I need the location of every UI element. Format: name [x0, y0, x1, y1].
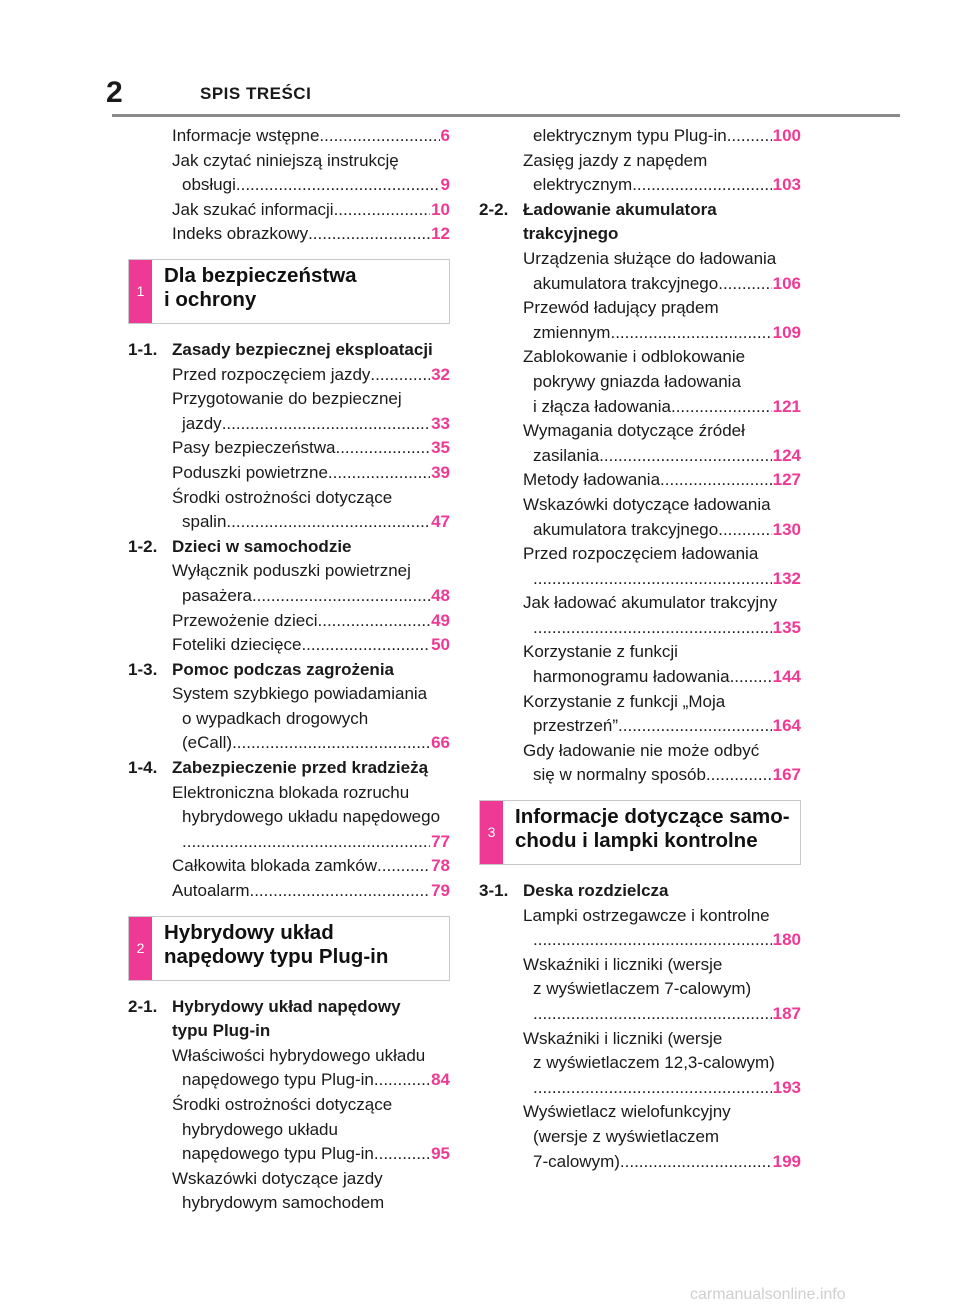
leader-dots [599, 444, 771, 469]
toc-entry[interactable] [523, 345, 801, 419]
leader-dots [308, 222, 430, 247]
toc-entry-line [172, 387, 450, 412]
toc-entry-line [172, 486, 450, 511]
toc-entry-line [523, 904, 801, 929]
toc-entry-line [523, 640, 801, 665]
toc-entry-line [172, 124, 450, 149]
leader-dots [533, 616, 772, 641]
page-ref[interactable]: 132 [772, 568, 801, 588]
toc-entry-line [523, 518, 801, 543]
toc-entry-line [172, 222, 450, 247]
toc-entry-line [172, 436, 450, 461]
leader-dots [249, 879, 430, 904]
toc-entry[interactable] [523, 1027, 801, 1101]
chapter-title-line: napędowy typu Plug-in [164, 944, 389, 968]
toc-entry-text: spalin [182, 512, 227, 532]
toc-entry[interactable] [523, 247, 801, 296]
toc-entry-line [172, 1044, 450, 1069]
toc-entry-line [172, 731, 450, 756]
toc-entry-text: Wskazówki dotyczące ładowania [523, 494, 771, 514]
toc-entry[interactable] [172, 854, 450, 879]
toc-entry[interactable] [523, 542, 801, 591]
page-ref[interactable]: 106 [772, 273, 801, 293]
toc-entry-text: Właściwości hybrydowego układu [172, 1045, 426, 1065]
chapter-tab: 2 [129, 917, 152, 980]
toc-entry-text: elektrycznym typu Plug-in [533, 126, 727, 145]
section-heading[interactable] [128, 756, 450, 781]
toc-entry[interactable] [172, 387, 450, 436]
toc-entry-text: i złącza ładowania [533, 396, 671, 416]
toc-entry-text: z wyświetlaczem 12,3-calowym) [533, 1053, 775, 1073]
toc-entry-text: Wyłącznik poduszki powietrznej [172, 561, 411, 581]
toc-entry-text: harmonogramu ładowania [533, 667, 730, 687]
leader-dots [328, 461, 430, 486]
toc-entry-line [172, 781, 450, 806]
toc-entry-text: Informacje wstępne [172, 126, 320, 145]
page-ref[interactable]: 124 [772, 445, 801, 465]
chapter-title-line: Dla bezpieczeństwa [164, 263, 357, 287]
toc-entry-line [523, 1100, 801, 1125]
toc-entry-text: zmiennym [533, 322, 611, 342]
leader-dots [301, 633, 430, 658]
toc-entry-text: Korzystanie z funkcji „Moja [523, 691, 726, 711]
toc-entry-line [523, 714, 801, 739]
page-number: 2 [106, 76, 123, 109]
section-heading[interactable] [479, 198, 801, 247]
section-title-line: Hybrydowy układ napędowy [172, 996, 401, 1016]
toc-entry[interactable] [172, 461, 450, 486]
page-ref[interactable]: 32 [431, 364, 450, 384]
toc-entry-text: akumulatora trakcyjnego [533, 273, 719, 293]
toc-entry-text: Foteliki dziecięce [172, 635, 302, 655]
toc-entry-text: Lampki ostrzegawcze i kontrolne [523, 905, 770, 925]
page-ref[interactable]: 109 [772, 322, 801, 342]
toc-entry-line [172, 584, 450, 609]
toc-entry-line [523, 953, 801, 978]
toc-entry[interactable] [172, 781, 450, 855]
toc-entry-line [172, 1068, 450, 1093]
chapter-title [503, 801, 790, 864]
toc-entry-line [523, 419, 801, 444]
section-title-line: Zabezpieczenie przed kradzieżą [172, 758, 429, 778]
toc-entry-line [172, 412, 450, 437]
leader-dots [334, 198, 431, 223]
chapter-title-line: Informacje dotyczące samo- [515, 805, 790, 829]
toc-entry-line [172, 1093, 450, 1118]
section-title [172, 995, 450, 1044]
leader-dots [632, 173, 771, 198]
toc-entry-line [172, 149, 450, 174]
page-ref[interactable]: 199 [772, 1151, 801, 1171]
page-ref[interactable]: 12 [431, 224, 450, 244]
toc-column-left [128, 124, 450, 1216]
leader-dots [222, 412, 430, 437]
toc-entry-text: Środki ostrożności dotyczące [172, 487, 393, 507]
toc-entry-line [523, 395, 801, 420]
toc-entry-text: hybrydowym samochodem [182, 1193, 385, 1213]
toc-entry-line [172, 854, 450, 879]
leader-dots [730, 665, 772, 690]
toc-entry-text: 7-calowym) [533, 1151, 620, 1171]
toc-entry-line [523, 763, 801, 788]
toc-entry-text: Pasy bezpieczeństwa [172, 438, 336, 458]
toc-entry-text: Przewód ładujący prądem [523, 298, 719, 318]
chapter-heading-3[interactable] [479, 800, 801, 865]
toc-entry-text: Środki ostrożności dotyczące [172, 1095, 393, 1114]
page-ref[interactable]: 48 [431, 585, 450, 605]
toc-entry-text: Wskazówki dotyczące jazdy [172, 1168, 383, 1188]
toc-entry-text: pokrywy gniazda ładowania [533, 371, 741, 391]
toc-entry[interactable] [523, 149, 801, 198]
page-ref[interactable]: 66 [431, 733, 450, 753]
watermark: carmanualsonline.info [690, 1286, 846, 1303]
leader-dots [533, 1002, 772, 1027]
leader-dots [620, 1150, 772, 1175]
toc-entry[interactable] [172, 198, 450, 223]
toc-entry-line [523, 591, 801, 616]
leader-dots [374, 1142, 430, 1167]
leader-dots [232, 731, 430, 756]
leader-dots [727, 124, 772, 149]
toc-entry-line [523, 567, 801, 592]
page-ref[interactable]: 100 [772, 126, 801, 145]
toc-entry-line [172, 461, 450, 486]
section-number: 2-1. [128, 996, 158, 1016]
toc-entry[interactable] [523, 419, 801, 468]
leader-dots [236, 173, 440, 198]
toc-entry-line [523, 321, 801, 346]
toc-entry-text: (wersje z wyświetlaczem [533, 1126, 720, 1146]
toc-entry-line [172, 363, 450, 388]
toc-entry-text: Zasięg jazdy z napędem [523, 150, 708, 170]
toc-entry[interactable] [523, 690, 801, 739]
toc-entry-text: obsługi [182, 175, 236, 195]
toc-entry-line [172, 173, 450, 198]
toc-entry-text: napędowego typu Plug-in [182, 1070, 374, 1090]
page-ref[interactable]: 130 [772, 519, 801, 539]
toc-entry[interactable] [523, 468, 801, 493]
section-number: 3-1. [479, 881, 509, 901]
page-ref[interactable]: 167 [772, 765, 801, 785]
toc-entry-line [172, 707, 450, 732]
toc-entry-line [523, 296, 801, 321]
section-title-line: Pomoc podczas zagrożenia [172, 659, 394, 679]
page-ref[interactable]: 135 [772, 617, 801, 637]
toc-entry-text: akumulatora trakcyjnego [533, 519, 719, 539]
toc-entry[interactable] [172, 222, 450, 247]
toc-entry-line [523, 345, 801, 370]
section-title-line: Dzieci w samochodzie [172, 536, 352, 556]
toc-entry[interactable] [172, 363, 450, 388]
chapter-title [152, 917, 388, 980]
section-heading[interactable] [479, 879, 801, 904]
toc-entry-line [172, 510, 450, 535]
toc-entry-line [523, 1076, 801, 1101]
section-title-line: Ładowanie akumulatora [523, 199, 717, 219]
toc-entry-line [172, 805, 450, 830]
page-ref[interactable]: 84 [431, 1070, 450, 1090]
toc-entry-text: Metody ładowania [523, 470, 661, 490]
leader-dots [226, 510, 430, 535]
toc-entry-line [172, 633, 450, 658]
page-ref[interactable]: 9 [440, 175, 450, 195]
toc-entry[interactable] [172, 486, 450, 535]
page-ref[interactable]: 10 [431, 199, 450, 219]
toc-entry-line [172, 682, 450, 707]
toc-entry-text: Przygotowanie do bezpiecznej [172, 389, 402, 409]
chapter-title [152, 260, 357, 323]
toc-entry-line [523, 542, 801, 567]
toc-entry[interactable] [523, 296, 801, 345]
leader-dots [660, 468, 772, 493]
toc-entry-line [172, 198, 450, 223]
section-title [523, 198, 801, 247]
toc-entry[interactable] [523, 640, 801, 689]
leader-dots [374, 1068, 430, 1093]
toc-entry-line [523, 493, 801, 518]
chapter-tab: 3 [480, 801, 503, 864]
section-number: 2-2. [479, 199, 509, 219]
toc-entry[interactable] [172, 1093, 450, 1167]
toc-entry[interactable] [172, 879, 450, 904]
page-ref[interactable]: 103 [772, 175, 801, 195]
section-number: 1-2. [128, 536, 158, 556]
leader-dots [610, 321, 771, 346]
chapter-title-line: i ochrony [164, 287, 257, 311]
toc-entry-line [523, 444, 801, 469]
toc-entry-line [523, 616, 801, 641]
section-title [172, 658, 450, 683]
toc-entry-text: pasażera [182, 585, 252, 605]
toc-entry-text: z wyświetlaczem 7-calowym) [533, 979, 752, 999]
page-ref[interactable]: 187 [772, 1004, 801, 1023]
toc-entry-text: Autoalarm [172, 881, 250, 901]
toc-entry[interactable] [172, 1044, 450, 1093]
leader-dots [533, 928, 772, 953]
toc-entry[interactable] [523, 739, 801, 788]
toc-entry-text: Urządzenia służące do ładowania [523, 248, 777, 268]
toc-entry-text: Przed rozpoczęciem jazdy [172, 364, 371, 384]
chapter-tab: 1 [129, 260, 152, 323]
toc-entry-text: Wyświetlacz wielofunkcyjny [523, 1102, 731, 1122]
leader-dots [618, 714, 772, 739]
page-ref[interactable]: 39 [431, 462, 450, 482]
toc-entry-text: Indeks obrazkowy [172, 224, 309, 244]
toc-entry-line [523, 1125, 801, 1150]
section-number: 1-1. [128, 339, 158, 359]
section-title [172, 338, 450, 363]
toc-entry-text: przestrzeń” [533, 716, 619, 736]
toc-entry-line [172, 559, 450, 584]
section-title-line: trakcyjnego [523, 224, 619, 244]
page-ref[interactable]: 35 [431, 438, 450, 458]
toc-entry[interactable] [172, 436, 450, 461]
toc-entry-text: o wypadkach drogowych [182, 708, 369, 728]
toc-entry-line [523, 272, 801, 297]
toc-entry-line [523, 739, 801, 764]
toc-entry-text: hybrydowego układu [182, 1119, 338, 1139]
leader-dots [718, 272, 771, 297]
leader-dots [533, 567, 772, 592]
section-title [172, 535, 450, 560]
page-ref[interactable]: 49 [431, 610, 450, 630]
toc-entry[interactable] [172, 633, 450, 658]
toc-entry-line [523, 173, 801, 198]
page-ref[interactable]: 77 [431, 831, 450, 851]
toc-entry-text: Przewożenie dzieci [172, 610, 318, 630]
section-number: 1-4. [128, 758, 158, 778]
toc-entry-line [523, 124, 801, 149]
toc-entry-line [172, 1191, 450, 1216]
chapter-heading-2[interactable] [128, 916, 450, 981]
section-title [523, 879, 801, 904]
page-ref[interactable]: 164 [772, 716, 801, 736]
page-ref[interactable]: 180 [772, 930, 801, 950]
leader-dots [377, 854, 430, 879]
toc-entry-line [172, 1167, 450, 1192]
section-title-line: typu Plug-in [172, 1021, 271, 1041]
chapter-title-line: Hybrydowy układ [164, 920, 334, 944]
toc-entry-line [523, 1002, 801, 1027]
leader-dots [706, 763, 772, 788]
section-heading[interactable] [128, 535, 450, 560]
toc-entry-text: Wskaźniki i liczniki (wersje [523, 954, 723, 974]
toc-entry[interactable] [523, 1100, 801, 1174]
toc-entry-line [523, 1150, 801, 1175]
toc-entry-line [172, 1118, 450, 1143]
toc-entry-line [523, 468, 801, 493]
toc-entry-line [523, 665, 801, 690]
leader-dots [671, 395, 772, 420]
toc-entry-line [172, 879, 450, 904]
toc-entry-text: Wymagania dotyczące źródeł [523, 421, 745, 441]
toc-entry-text: Zablokowanie i odblokowanie [523, 347, 746, 367]
toc-entry-line [523, 690, 801, 715]
toc-entry-text: Przed rozpoczęciem ładowania [523, 544, 759, 564]
section-heading[interactable] [128, 995, 450, 1044]
page-ref[interactable]: 121 [772, 396, 801, 416]
toc-entry-text: się w normalny sposób [533, 765, 706, 785]
page-ref[interactable]: 33 [431, 413, 450, 433]
toc-entry-text: Wskaźniki i liczniki (wersje [523, 1028, 723, 1048]
page-ref[interactable]: 50 [431, 635, 450, 655]
toc-entry-text: hybrydowego układu napędowego [182, 807, 441, 827]
page-ref[interactable]: 127 [772, 470, 801, 490]
toc-entry-text: elektrycznym [533, 175, 633, 195]
toc-entry-text: napędowego typu Plug-in [182, 1144, 374, 1164]
leader-dots [252, 584, 430, 609]
page-ref[interactable]: 193 [772, 1077, 801, 1097]
toc-entry-text: Jak ładować akumulator trakcyjny [523, 593, 778, 613]
toc-entry-text: (eCall) [182, 733, 233, 753]
leader-dots [370, 363, 430, 388]
toc-entry[interactable] [523, 493, 801, 542]
leader-dots [335, 436, 430, 461]
toc-entry-line [523, 1051, 801, 1076]
page-title: SPIS TREŚCI [200, 84, 312, 103]
toc-entry-text: Korzystanie z funkcji [523, 642, 678, 662]
toc-entry-text: zasilania [533, 445, 600, 465]
toc-entry-text: Elektroniczna blokada rozruchu [172, 782, 410, 802]
toc-entry-text: Całkowita blokada zamków [172, 856, 378, 876]
toc-entry[interactable] [172, 682, 450, 756]
section-heading[interactable] [128, 658, 450, 683]
leader-dots [533, 1076, 772, 1101]
section-title [172, 756, 450, 781]
page-ref[interactable]: 79 [431, 881, 450, 901]
toc-entry-text: System szybkiego powiadamiania [172, 684, 428, 704]
section-title-line: Zasady bezpiecznej eksploatacji [172, 339, 433, 359]
toc-entry-line [172, 609, 450, 634]
toc-entry-line [172, 830, 450, 855]
section-heading[interactable] [128, 338, 450, 363]
page-ref[interactable]: 78 [431, 856, 450, 876]
toc-entry-line [172, 1142, 450, 1167]
chapter-title-line: chodu i lampki kontrolne [515, 829, 758, 853]
toc-entry[interactable] [172, 559, 450, 608]
toc-entry-line [523, 977, 801, 1002]
toc-entry-line [523, 370, 801, 395]
toc-entry-text: Poduszki powietrzne [172, 462, 328, 482]
page-ref[interactable]: 144 [772, 667, 801, 687]
toc-entry-text: Jak szukać informacji [172, 199, 334, 219]
toc-entry[interactable] [523, 904, 801, 953]
toc-entry-line [523, 149, 801, 174]
toc-entry[interactable] [523, 591, 801, 640]
toc-entry-line [523, 928, 801, 953]
chapter-heading-1[interactable] [128, 259, 450, 324]
toc-entry-line [523, 1027, 801, 1052]
leader-dots [718, 518, 771, 543]
page-ref[interactable]: 95 [431, 1144, 450, 1164]
toc-entry[interactable] [172, 609, 450, 634]
leader-dots [319, 124, 439, 149]
section-title-line: Deska rozdzielcza [523, 881, 669, 901]
toc-entry-text: jazdy [182, 413, 222, 433]
toc-entry-text: Jak czytać niniejszą instrukcję [172, 150, 399, 170]
toc-entry-text: Gdy ładowanie nie może odbyć [523, 740, 760, 760]
page-ref[interactable]: 47 [431, 512, 450, 532]
section-number: 1-3. [128, 659, 158, 679]
leader-dots [182, 830, 430, 855]
header-rule [112, 114, 900, 117]
toc-entry[interactable] [172, 149, 450, 198]
toc-entry[interactable] [523, 124, 801, 149]
toc-entry[interactable] [172, 1167, 450, 1216]
leader-dots [318, 609, 431, 634]
toc-entry-line [523, 247, 801, 272]
page-ref[interactable]: 6 [440, 126, 450, 145]
toc-column-right [479, 124, 801, 1174]
toc-entry[interactable] [523, 953, 801, 1027]
toc-entry[interactable] [172, 124, 450, 149]
